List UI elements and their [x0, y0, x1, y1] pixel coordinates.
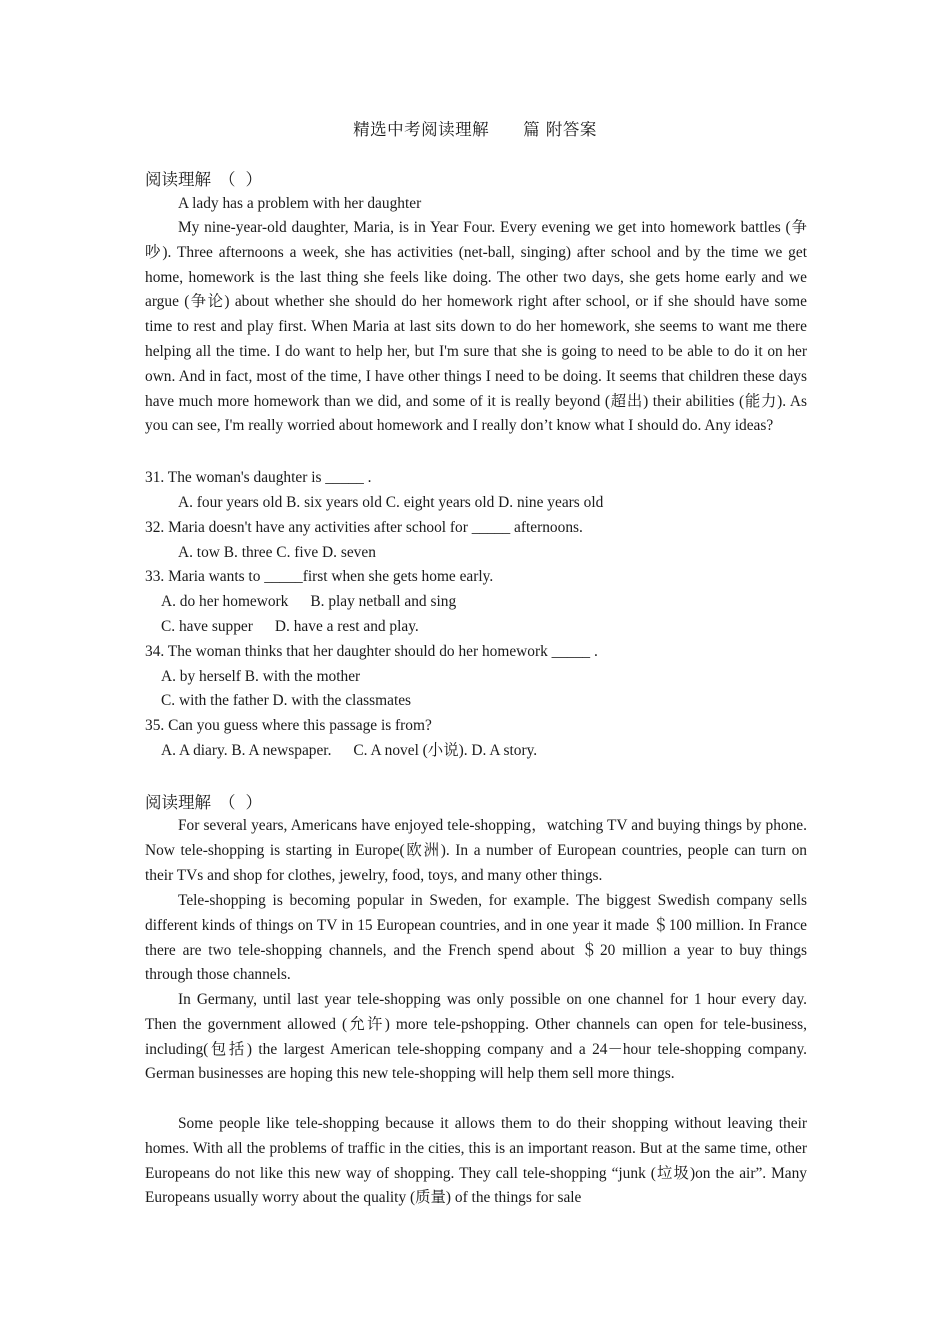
- option-ab: A. A diary. B. A newspaper.: [161, 742, 332, 759]
- option-cd: C. A novel (小说). D. A story.: [353, 742, 538, 759]
- section2-paragraph-3: In Germany, until last year tele-shopping was only possible on one channel for 1 hour every day. Then the government allowed (允许) more tele-pshopping. Other channels can open for tele-business, including(包括) the largest American tele-shopping company and a 24－hour tele-shopping company. German businesses are hoping this new tele-shopping will help them sell more things.: [145, 991, 807, 1083]
- page-title: [0, 116, 950, 140]
- section2-heading: [145, 789, 272, 813]
- option-d: D. have a rest and play.: [274, 618, 419, 635]
- section1-subtitle: A lady has a problem with her daughter: [178, 195, 422, 212]
- title-suffix: 附答案: [545, 120, 597, 139]
- section1-heading-paren: （）: [219, 170, 272, 189]
- question-33: 33. Maria wants to _____first when she gets home early.: [145, 568, 494, 585]
- question-32: 32. Maria doesn't have any activities after school for _____ afternoons.: [145, 519, 583, 536]
- section1-heading: [145, 166, 272, 190]
- section1-heading-text: 阅读理解: [145, 170, 211, 189]
- section2-paragraph-1: For several years, Americans have enjoyed tele-shopping，watching TV and buying things by phone. Now tele-shopping is starting in Europe(欧洲). In a number of European countries, people can turn on their TVs and shop for clothes, jewelry, food, toys, and many other things.: [145, 817, 807, 884]
- question-35: 35. Can you guess where this passage is from?: [145, 717, 432, 734]
- question-34-options-row2: C. with the father D. with the classmates: [161, 692, 412, 709]
- question-34: 34. The woman thinks that her daughter should do her homework _____ .: [145, 643, 598, 660]
- question-34-options-row1: A. by herself B. with the mother: [161, 668, 361, 685]
- question-32-options: A. tow B. three C. five D. seven: [178, 544, 376, 561]
- section2-heading-text: 阅读理解: [145, 793, 211, 812]
- question-35-options: [161, 739, 537, 764]
- option-c: C. have supper: [161, 618, 253, 635]
- option-b: B. play netball and sing: [310, 593, 457, 610]
- section2-heading-paren: （）: [219, 793, 272, 812]
- section2-paragraph-2: Tele-shopping is becoming popular in Sweden, for example. The biggest Swedish company sells different kinds of things on TV in 15 European countries, and in one year it made ＄100 million. In France there are two tele-shopping channels, and the French spend about ＄20 million a year to buy things through those channels.: [145, 892, 807, 984]
- section2-paragraph-4: Some people like tele-shopping because it allows them to do their shopping without leaving their homes. With all the problems of traffic in the cities, this is an important reason. But at the same time, other Europeans do not like this new way of shopping. They call tele-shopping “junk (垃圾)on the air”. Many Europeans usually worry about the quality (质量) of the things for sale: [145, 1115, 807, 1207]
- question-33-options-row2: [161, 615, 419, 640]
- option-a: A. do her homework: [161, 593, 289, 610]
- title-count: 篇: [523, 120, 541, 139]
- section1-passage: My nine-year-old daughter, Maria, is in Year Four. Every evening we get into homework battles (争吵). Three afternoons a week, she has activities (net-ball, singing) after school and by the time we get home, homework is the last thing she feels like doing. The other two days, she gets home early and we argue (争论) about whether she should do her homework right after school, or if she should have some time to rest and play first. When Maria at last sits down to do her homework, she seems to want me there helping all the time. I do want to help her, but I'm sure that she is going to need to be able to do it on her own. And in fact, most of the time, I have other things I need to be doing. It seems that children these days have much more homework than we did, and some of it is really beyond (超出) their abilities (能力). As you can see, I'm really worried about homework and I really don’t know what I should do. Any ideas?: [145, 219, 807, 435]
- question-31-options: A. four years old B. six years old C. eight years old D. nine years old: [178, 494, 604, 511]
- title-main: 精选中考阅读理解: [353, 120, 490, 139]
- question-31: 31. The woman's daughter is _____ .: [145, 469, 372, 486]
- question-33-options-row1: [161, 590, 456, 615]
